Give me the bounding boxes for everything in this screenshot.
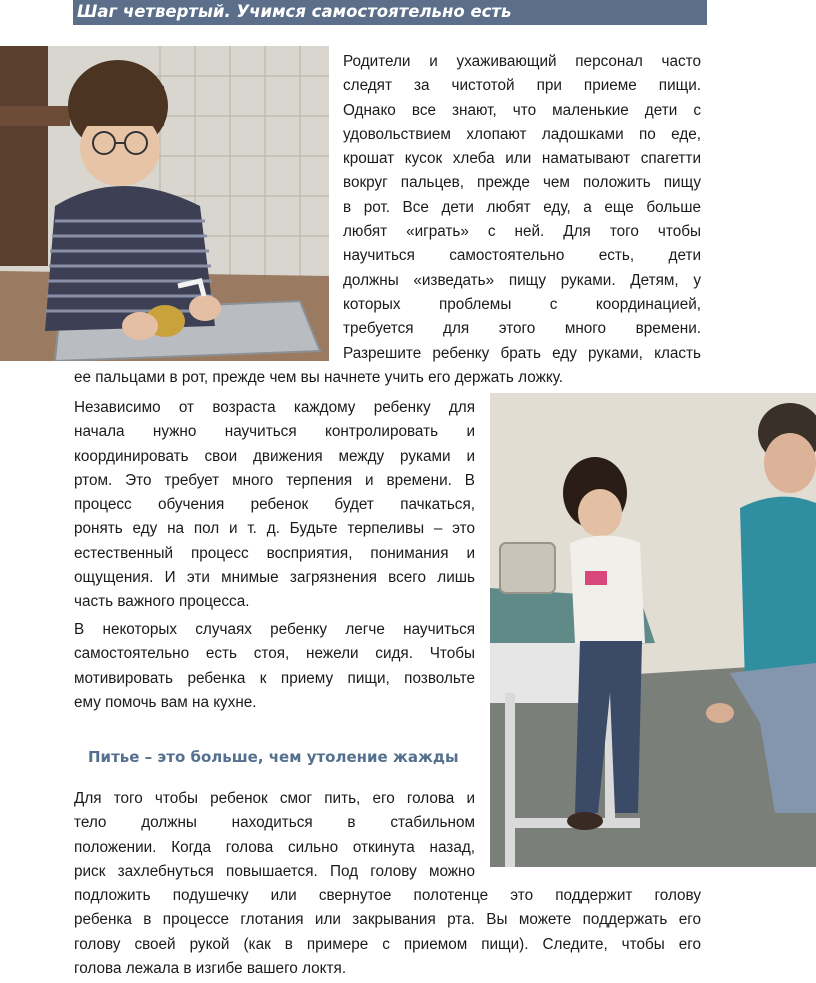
drinking-paragraph [74,787,475,884]
text-line: ее пальцами в рот, прежде чем вы начнете учить его держать ложку. [74,369,564,386]
text-line: удовольствием хлопают ладошками по еде, [343,125,701,143]
text-line: следят за чистотой при приеме пищи. [343,77,701,95]
text-line: ребенка в процессе глотания или закрывания рта. Вы можете поддержать его [74,911,701,929]
intro-paragraph [343,50,701,366]
text-line: Независимо от возраста каждому ребенку для [74,399,475,416]
child-peeling-potato-photo [0,46,329,361]
text-line: в рот. Все дети любят еду, а еще больше [343,198,701,216]
text-line: ему помочь вам на кухне. [74,693,257,711]
text-line: ощущения. И эти мнимые загрязнения всего лишь [74,569,475,587]
text-line: начала нужно научиться контролировать и [74,423,475,441]
text-line: естественный процесс восприятия, понимания и [74,544,475,562]
text-line: которых проблемы с координацией, [343,295,701,313]
text-line: процесс обучения ребенок будет пачкаться, [74,496,475,514]
text-line: вокруг пальцев, прежде чем положить пищу [343,174,701,192]
text-line: Разрешите ребенку брать еду руками, класть [343,344,701,362]
text-line: Однако все знают, что маленькие дети с [343,101,701,119]
text-line: положении. Когда голова сильно откинута назад, [74,838,475,856]
text-line: ртом. Это требует много терпения и времени. В [74,471,475,489]
text-line: требуется для этого много времени. [343,320,701,338]
text-line: самостоятельно есть стоя, нежели сидя. Чтобы [74,645,475,663]
text-line: голову своей рукой (как в примере с приемом пищи). Следите, чтобы его [74,935,701,953]
text-line: подложить подушечку или свернутое полотенце это поддержит голову [74,887,701,904]
text-line: любят «играть» с ней. Для того чтобы [343,223,701,241]
section-title: Шаг четвертый. Учимся самостоятельно есть [77,2,512,21]
text-line: часть важного процесса. [74,593,250,611]
section-banner [73,0,707,25]
text-line: Для того чтобы ребенок смог пить, его голова и [74,790,475,807]
text-line: координировать свои движения между руками и [74,447,475,465]
text-line: ронять еду на пол и т. д. Будьте терпеливы – это [74,520,475,538]
coordination-paragraph [74,396,475,615]
toddler-standing-at-table-photo [490,393,816,867]
text-line: В некоторых случаях ребенку легче научиться [74,621,475,638]
text-line: тело должны находиться в стабильном [74,814,475,832]
text-line: научиться самостоятельно есть, дети [343,247,701,265]
text-line: голова лежала в изгибе вашего локтя. [74,959,347,977]
intro-paragraph-continuation [74,366,714,390]
section-heading: Питье – это больше, чем утоление жажды [88,748,459,766]
standing-paragraph [74,618,475,715]
text-line: риск захлебнуться повышается. Под голову можно [74,862,475,880]
drinking-paragraph-continuation [74,884,701,981]
text-line: мотивировать ребенка к приему пищи, позвольте [74,669,475,687]
text-line: должны «изведать» пищу руками. Детям, у [343,271,701,289]
text-line: крошат кусок хлеба или наматывают спагетти [343,150,701,168]
text-line: Родители и ухаживающий персонал часто [343,53,701,70]
